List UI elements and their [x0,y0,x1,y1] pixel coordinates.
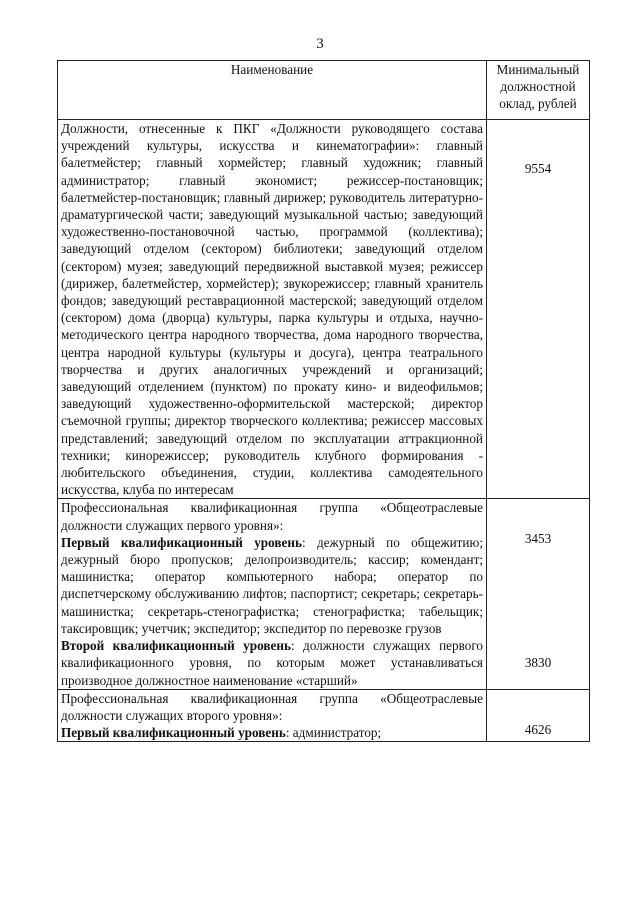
level-entry [61,637,483,689]
salary-value: 4626 [524,721,552,737]
table-row [58,499,590,689]
level-text: : дежурный по общежитию; дежурный бюро пропусков; делопроизводитель; кассир; комендант; машинистка; оператор компьютерного набора; оператор по диспетчерскому обслуживанию лифтов; паспортист; секретарь; секретарь-машинистка; секретарь-стенографистка; стенографистка; табельщик; таксировщик; учетчик; экспедитор; экспедитор по перевозке грузов [61,534,483,636]
level-title: Первый квалификационный уровень [61,725,286,741]
salary-value: 9554 [524,161,552,176]
level-title: Второй квалификационный уровень [61,638,291,654]
column-header-salary: Минимальный должностной оклад, рублей [487,61,590,120]
row-description [58,499,487,689]
page-number: 3 [316,36,324,52]
salary-value: 3453 [524,531,552,547]
level-text: : администратор; [285,725,382,741]
level-entry [61,724,483,741]
group-title: Профессиональная квалификационная группа «Общеотраслевые должности служащих второго уровня»: [61,690,483,723]
row-salary [487,689,590,742]
row-salary [487,499,590,689]
column-header-name: Наименование [58,61,487,120]
table-row [58,689,590,742]
row-description [58,689,487,742]
level-title: Первый квалификационный уровень [61,534,302,550]
row-description-text: Должности, отнесенные к ПКГ «Должности руководящего состава учреждений культуры, искусства и кинематографии»: главный балетмейстер; главный хормейстер; главный художник; главный администратор; главный экономист; режиссер-постановщик; балетмейстер-постановщик; главный дирижер; руководитель литературно-драматургической части; заведующий музыкальной частью; заведующий художественно-постановочной частью, программой (коллектива); заведующий отделом (сектором) библиотеки; заведующий отделом (сектором) музея; заведующий передвижной выставкой музея; режиссер (дирижер, балетмейстер, хормейстер); звукорежиссер; главный хранитель фондов; заведующий реставрационной мастерской; заведующий отделом (сектором) дома (дворца) культуры, парка культуры и отдыха, научно-методического центра народного творчества, дома народного творчества, центра народной культуры (культуры и досуга), центра театрального творчества и других аналогичных учреждений и организаций; заведующий отделением (пунктом) по прокату кино- и видеофильмов; заведующий художественно-оформительской мастерской; директор съемочной группы; директор творческого коллектива; режиссер массовых представлений; заведующий отделом по эксплуатации аттракционной техники; кинорежиссер; руководитель клубного формирования - любительского объединения, студии, коллектива самодеятельного искусства, клуба по интересам [61,121,483,498]
level-text: : должности служащих первого квалификационного уровня, по которым может устанавливаться производное должностное наименование «старший» [61,638,483,688]
group-title: Профессиональная квалификационная группа «Общеотраслевые должности служащих первого уровня»: [61,500,483,533]
level-entry [61,534,483,637]
row-salary [487,120,590,499]
salary-table [57,60,590,742]
salary-value: 3830 [524,655,552,671]
row-description [58,120,487,499]
table-header-row [58,61,590,120]
table-row [58,120,590,499]
